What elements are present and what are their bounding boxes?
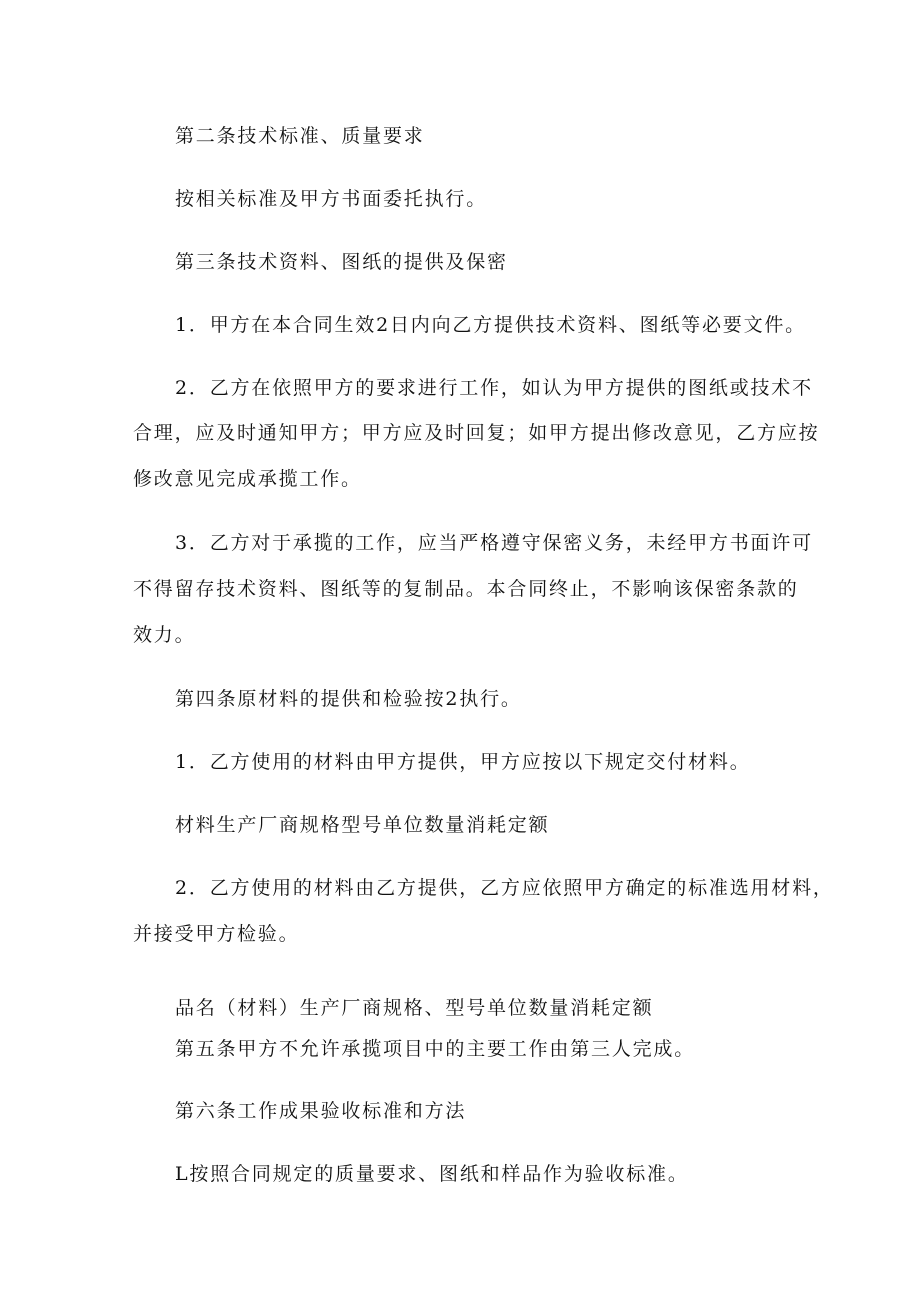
materials-table-header-1: 材料生产厂商规格型号单位数量消耗定额: [175, 814, 550, 836]
article-3-item-2-cont-1: 合理，应及时通知甲方；甲方应及时回复；如甲方提出修改意见，乙方应按: [133, 422, 820, 444]
article-5: 第五条甲方不允许承揽项目中的主要工作由第三人完成。: [175, 1038, 696, 1060]
article-6-heading: 第六条工作成果验收标准和方法: [175, 1100, 467, 1122]
article-4-item-2: 2．乙方使用的材料由乙方提供，乙方应依照甲方确定的标准选用材料，: [175, 877, 834, 899]
article-6-item-1: L按照合同规定的质量要求、图纸和样品作为验收标准。: [175, 1163, 689, 1185]
article-3-item-3-cont-1: 不得留存技术资料、图纸等的复制品。本合同终止，不影响该保密条款的: [133, 578, 799, 600]
article-3-heading: 第三条技术资料、图纸的提供及保密: [175, 251, 508, 273]
materials-table-header-2: 品名（材料）生产厂商规格、型号单位数量消耗定额: [175, 997, 654, 1019]
article-3-item-3-cont-2: 效力。: [133, 624, 196, 646]
article-3-item-3: 3．乙方对于承揽的工作，应当严格遵守保密义务，未经甲方书面许可: [175, 532, 813, 554]
article-2-heading: 第二条技术标准、质量要求: [175, 125, 425, 147]
article-3-item-2: 2．乙方在依照甲方的要求进行工作，如认为甲方提供的图纸或技术不: [175, 377, 813, 399]
article-3-item-2-cont-2: 修改意见完成承揽工作。: [133, 468, 362, 490]
article-3-item-1: 1．甲方在本合同生效2日内向乙方提供技术资料、图纸等必要文件。: [175, 314, 806, 336]
article-4-heading: 第四条原材料的提供和检验按2执行。: [175, 688, 522, 710]
article-4-item-2-cont: 并接受甲方检验。: [133, 923, 300, 945]
article-2-body: 按相关标准及甲方书面委托执行。: [175, 188, 488, 210]
article-4-item-1: 1．乙方使用的材料由甲方提供，甲方应按以下规定交付材料。: [175, 751, 751, 773]
